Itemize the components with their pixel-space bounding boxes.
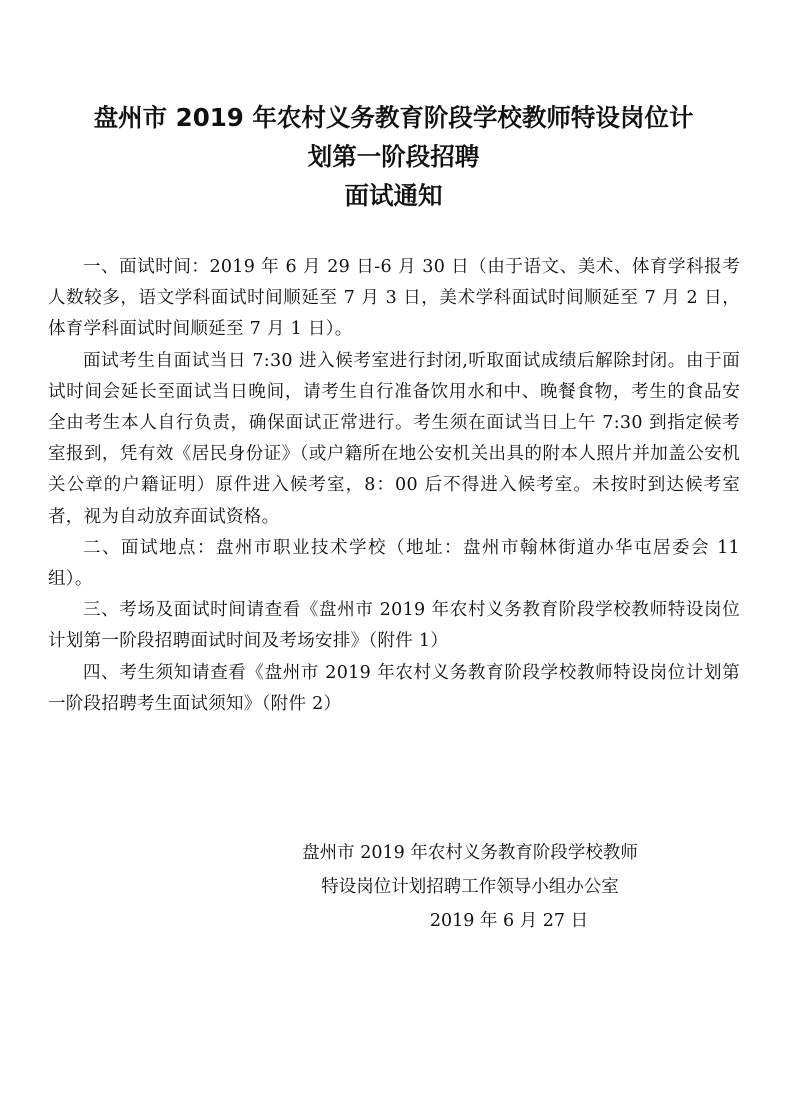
signature-block bbox=[250, 836, 690, 938]
title-line-2: 划第一阶段招聘 bbox=[307, 142, 480, 171]
document-title bbox=[40, 98, 747, 215]
signature-office: 特设岗位计划招聘工作领导小组办公室 bbox=[321, 877, 619, 897]
paragraph-interview-location: 二、面试地点：盘州市职业技术学校（地址：盘州市翰林街道办华屯居委会 11 组）。 bbox=[48, 537, 740, 590]
paragraph-interview-time: 一、面试时间：2019 年 6 月 29 日-6 月 30 日（由于语文、美术、体育学科报考人数较多，语文学科面试时间顺延至 7 月 3 日，美术学科面试时间顺延至 7 月 2 日，体育学科面试时间顺延至 7 月 1 日）。 bbox=[48, 257, 740, 340]
title-line-3: 面试通知 bbox=[344, 181, 443, 210]
paragraph-check-in-rules: 面试考生自面试当日 7:30 进入候考室进行封闭,听取面试成绩后解除封闭。由于面试时间会延长至面试当日晚间，请考生自行准备饮用水和中、晚餐食物，考生的食品安全由考生本人自行负责，确保面试正常进行。考生须在面试当日上午 7:30 到指定候考室报到，凭有效《居民身份证》（或户籍所在地公安机关出具的附本人照片并加盖公安机关公章的户籍证明）原件进入候考室，8：00 后不得进入候考室。未按时到达候考室者，视为自动放弃面试资格。 bbox=[48, 350, 740, 527]
signature-date: 2019 年 6 月 27 日 bbox=[429, 911, 589, 931]
title-line-1: 盘州市 2019 年农村义务教育阶段学校教师特设岗位计 bbox=[93, 103, 694, 132]
paragraph-attachment-1: 三、考场及面试时间请查看《盘州市 2019 年农村义务教育阶段学校教师特设岗位计划第一阶段招聘面试时间及考场安排》（附件 1） bbox=[48, 600, 740, 652]
document-body bbox=[48, 252, 740, 720]
paragraph-attachment-2: 四、考生须知请查看《盘州市 2019 年农村义务教育阶段学校教师特设岗位计划第一阶段招聘考生面试须知》（附件 2） bbox=[48, 662, 740, 714]
signature-organization: 盘州市 2019 年农村义务教育阶段学校教师 bbox=[302, 843, 638, 863]
